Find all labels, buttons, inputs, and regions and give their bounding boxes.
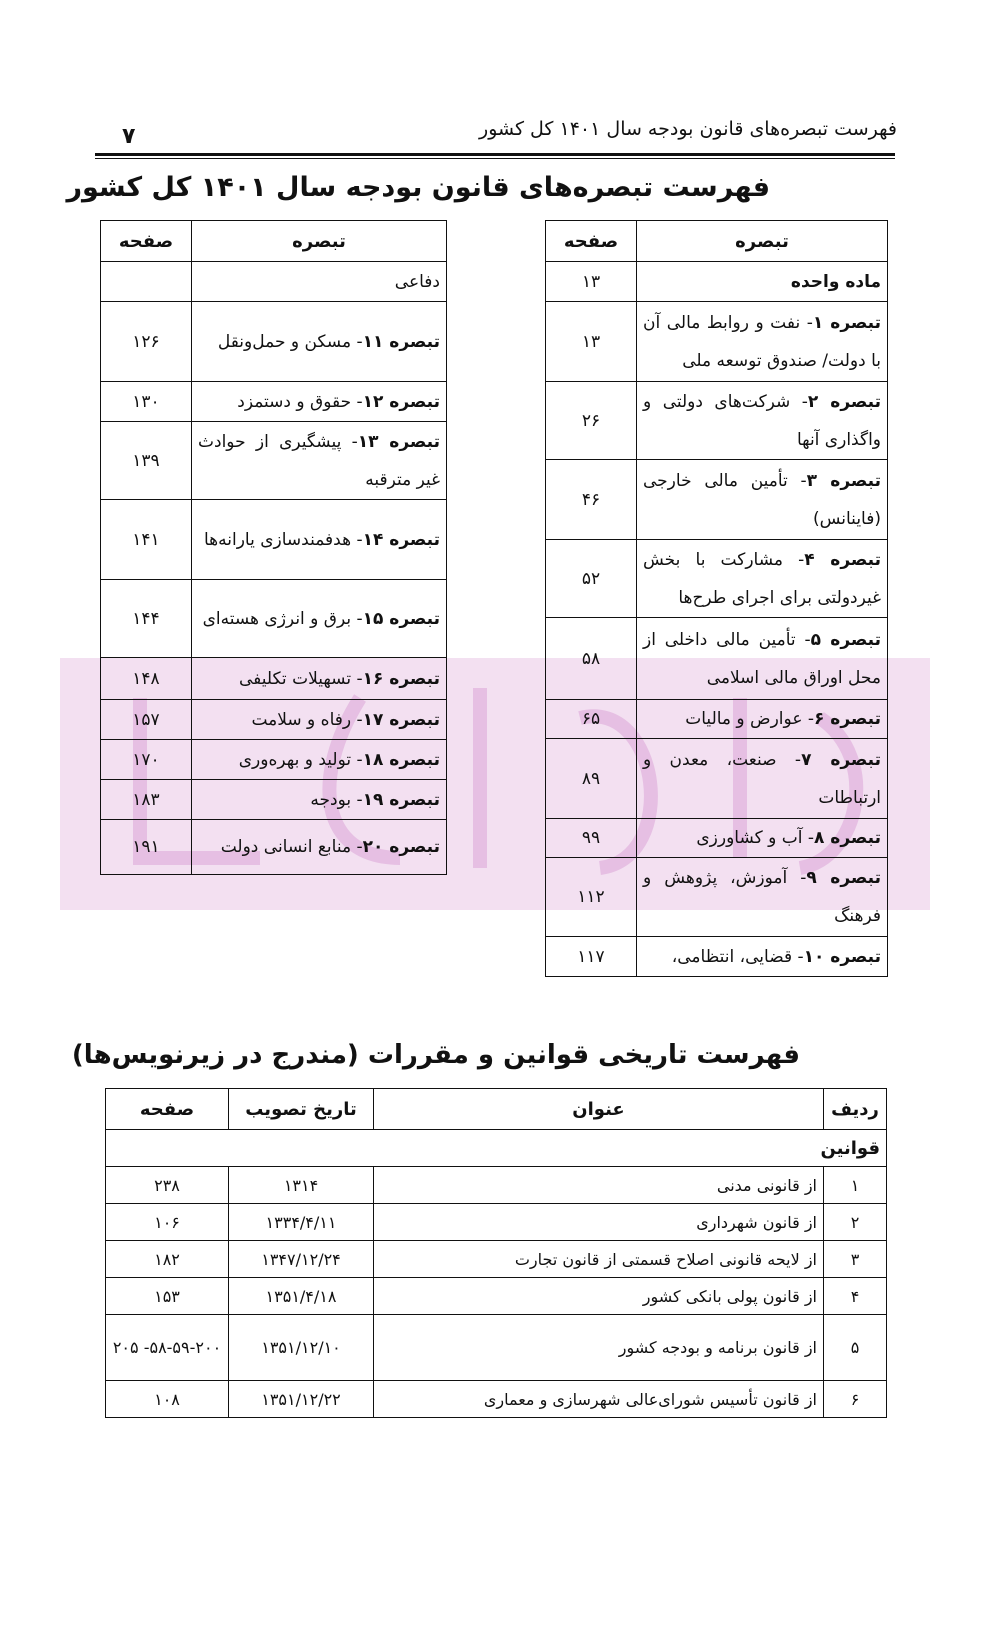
- page-cell: [101, 262, 192, 302]
- note-label: تبصره ۸: [814, 828, 881, 848]
- table-row: [106, 1278, 887, 1315]
- table-row: [101, 580, 447, 658]
- col-page: صفحه: [106, 1089, 229, 1130]
- cell-title: از قانون برنامه و بودجه کشور: [374, 1315, 824, 1381]
- cell-date: ۱۳۴۷/۱۲/۲۴: [229, 1241, 374, 1278]
- cell-n: ۱: [824, 1167, 887, 1204]
- note-label: تبصره ۱۹: [362, 789, 440, 810]
- table-row: [546, 302, 888, 382]
- table-row: [106, 1167, 887, 1204]
- note-cell: [192, 740, 447, 780]
- cell-page: ۲۳۸: [106, 1167, 229, 1204]
- page-cell: ۵۲: [546, 540, 637, 618]
- cell-title: از قانونی مدنی: [374, 1167, 824, 1204]
- cell-n: ۵: [824, 1315, 887, 1381]
- note-cell: [637, 618, 888, 700]
- table-row: [546, 540, 888, 618]
- page-cell: ۱۷۰: [101, 740, 192, 780]
- table-row: [546, 937, 888, 977]
- note-cell: [192, 820, 447, 875]
- cell-date: ۱۳۳۴/۴/۱۱: [229, 1204, 374, 1241]
- running-title: فهرست تبصره‌های قانون بودجه سال ۱۴۰۱ کل کشور: [479, 118, 897, 140]
- note-text: - حقوق و دستمزد: [237, 391, 363, 412]
- note-label: تبصره ۴: [804, 549, 881, 570]
- table-row: [101, 382, 447, 422]
- note-cell: [192, 500, 447, 580]
- col-note: تبصره: [637, 221, 888, 262]
- note-text: - پیشگیری از حوادث غیر مترقبه: [198, 431, 440, 490]
- page-cell: ۱۴۴: [101, 580, 192, 658]
- page-number: ۷: [122, 124, 136, 149]
- cell-n: ۲: [824, 1204, 887, 1241]
- note-label: تبصره ۱۸: [362, 749, 440, 770]
- col-page: صفحه: [546, 221, 637, 262]
- group-heading: قوانین: [106, 1130, 887, 1167]
- page-cell: ۱۵۷: [101, 700, 192, 740]
- note-label: تبصره ۱۲: [362, 391, 440, 412]
- note-label: ماده واحده: [790, 271, 881, 292]
- table-row: [101, 780, 447, 820]
- note-text: - قضایی، انتظامی،: [671, 946, 804, 967]
- note-cell: [637, 937, 888, 977]
- table-row: [106, 1241, 887, 1278]
- note-text: - تأمین مالی خارجی (فاینانس): [643, 470, 881, 529]
- cell-title: از قانون تأسیس شورای‌عالی شهرسازی و معماری: [374, 1381, 824, 1418]
- note-text: - عوارض و مالیات: [685, 709, 814, 729]
- note-cell: [637, 739, 888, 819]
- page-cell: ۱۳۰: [101, 382, 192, 422]
- note-cell: [192, 658, 447, 700]
- note-cell: [192, 302, 447, 382]
- page-cell: ۹۹: [546, 819, 637, 858]
- cell-n: ۴: [824, 1278, 887, 1315]
- note-cell: [192, 780, 447, 820]
- cell-page: ۱۵۳: [106, 1278, 229, 1315]
- cell-date: ۱۳۵۱/۴/۱۸: [229, 1278, 374, 1315]
- cell-title: از قانون شهرداری: [374, 1204, 824, 1241]
- cell-page: ۵۸-۵۹-۲۰۰- ۲۰۵: [106, 1315, 229, 1381]
- table-row: [101, 262, 447, 302]
- table-row: [546, 460, 888, 540]
- note-cell: [192, 422, 447, 500]
- page-cell: ۶۵: [546, 700, 637, 739]
- table-row: [546, 700, 888, 739]
- note-label: تبصره ۵: [810, 629, 881, 650]
- note-text: - بودجه: [310, 789, 363, 810]
- note-text: - برق و انرژی هسته‌ای: [202, 608, 363, 629]
- page-cell: ۱۲۶: [101, 302, 192, 382]
- note-cell: [637, 700, 888, 739]
- table-row: [101, 820, 447, 875]
- table-row: [546, 262, 888, 302]
- cell-date: ۱۳۵۱/۱۲/۱۰: [229, 1315, 374, 1381]
- note-cell: [637, 302, 888, 382]
- note-cell: [637, 262, 888, 302]
- note-text: - تسهیلات تکلیفی: [239, 668, 363, 689]
- note-label: تبصره ۱۰: [803, 946, 881, 967]
- table-row: [546, 618, 888, 700]
- laws-table: [105, 1088, 887, 1418]
- table-row: [101, 740, 447, 780]
- note-text: - مشارکت با بخش غیردولتی برای اجرای طرح‌ها: [643, 549, 881, 608]
- col-row: ردیف: [824, 1089, 887, 1130]
- note-cell: [637, 540, 888, 618]
- note-label: تبصره ۱۳: [357, 431, 440, 452]
- note-label: تبصره ۱۱: [362, 331, 440, 352]
- page-cell: ۱۹۱: [101, 820, 192, 875]
- note-label: تبصره ۹: [806, 868, 881, 888]
- cell-page: ۱۸۲: [106, 1241, 229, 1278]
- table-row: [101, 700, 447, 740]
- header-rule: [95, 153, 895, 156]
- page-cell: ۱۳: [546, 262, 637, 302]
- table-row: [101, 500, 447, 580]
- table-row: [546, 739, 888, 819]
- table-row: [106, 1204, 887, 1241]
- page-cell: ۱۴۸: [101, 658, 192, 700]
- cell-date: ۱۳۵۱/۱۲/۲۲: [229, 1381, 374, 1418]
- page-cell: ۱۱۷: [546, 937, 637, 977]
- note-text: - آموزش، پژوهش و فرهنگ: [643, 868, 881, 926]
- note-label: تبصره ۱۴: [362, 529, 440, 550]
- cell-n: ۶: [824, 1381, 887, 1418]
- notes-table-left: [100, 220, 447, 875]
- cell-page: ۱۰۸: [106, 1381, 229, 1418]
- note-label: تبصره ۱۵: [362, 608, 440, 629]
- note-cell: [637, 460, 888, 540]
- note-cell: [637, 382, 888, 460]
- page-cell: ۸۹: [546, 739, 637, 819]
- table-row: [106, 1381, 887, 1418]
- table-row: [106, 1315, 887, 1381]
- cell-page: ۱۰۶: [106, 1204, 229, 1241]
- table-row: [101, 422, 447, 500]
- note-cell: [637, 819, 888, 858]
- note-cell: [637, 858, 888, 937]
- cell-title: از لایحه قانونی اصلاح قسمتی از قانون تجارت: [374, 1241, 824, 1278]
- note-label: تبصره ۲۰: [362, 837, 440, 857]
- page-cell: ۱۳۹: [101, 422, 192, 500]
- table-row: [546, 858, 888, 937]
- note-text: دفاعی: [394, 271, 440, 292]
- note-text: - صنعت، معدن و ارتباطات: [643, 749, 881, 808]
- cell-title: از قانون پولی بانکی کشور: [374, 1278, 824, 1315]
- section-title: فهرست تبصره‌های قانون بودجه سال ۱۴۰۱ کل کشور: [66, 172, 770, 203]
- note-cell: [192, 262, 447, 302]
- note-label: تبصره ۱: [812, 312, 881, 333]
- col-date: تاریخ تصویب: [229, 1089, 374, 1130]
- page-cell: ۵۸: [546, 618, 637, 700]
- note-label: تبصره ۶: [814, 709, 881, 729]
- col-note: تبصره: [192, 221, 447, 262]
- note-label: تبصره ۳: [806, 470, 881, 491]
- note-text: - مسکن و حمل‌ونقل: [217, 331, 363, 352]
- header-rule-thin: [95, 158, 895, 159]
- cell-n: ۳: [824, 1241, 887, 1278]
- page-cell: ۱۴۱: [101, 500, 192, 580]
- table-row: [101, 658, 447, 700]
- cell-date: ۱۳۱۴: [229, 1167, 374, 1204]
- col-page: صفحه: [101, 221, 192, 262]
- note-cell: [192, 700, 447, 740]
- note-text: - شرکت‌های دولتی و واگذاری آنها: [643, 391, 881, 450]
- table-row: [546, 819, 888, 858]
- note-text: - نفت و روابط مالی آن با دولت/ صندوق توسعه ملی: [643, 312, 881, 371]
- note-label: تبصره ۲: [807, 391, 881, 412]
- note-label: تبصره ۱۶: [362, 668, 440, 689]
- page-cell: ۱۳: [546, 302, 637, 382]
- col-title: عنوان: [374, 1089, 824, 1130]
- page-cell: ۱۸۳: [101, 780, 192, 820]
- note-cell: [192, 580, 447, 658]
- note-text: - تأمین مالی داخلی از محل اوراق مالی اسلامی: [643, 629, 881, 688]
- note-cell: [192, 382, 447, 422]
- note-text: - رفاه و سلامت: [251, 709, 363, 730]
- page-cell: ۱۱۲: [546, 858, 637, 937]
- table-row: [101, 302, 447, 382]
- note-text: - تولید و بهره‌وری: [238, 749, 363, 770]
- note-label: تبصره ۱۷: [362, 709, 440, 730]
- table-row: [546, 382, 888, 460]
- note-label: تبصره ۷: [801, 749, 882, 770]
- page-cell: ۴۶: [546, 460, 637, 540]
- note-text: - هدفمندسازی یارانه‌ها: [204, 529, 363, 550]
- section-title-laws: فهرست تاریخی قوانین و مقررات (مندرج در زیرنویس‌ها): [71, 1040, 800, 1070]
- notes-table-right: [545, 220, 888, 977]
- note-text: - آب و کشاورزی: [696, 828, 814, 848]
- page-cell: ۲۶: [546, 382, 637, 460]
- note-text: - منابع انسانی دولت: [220, 837, 363, 857]
